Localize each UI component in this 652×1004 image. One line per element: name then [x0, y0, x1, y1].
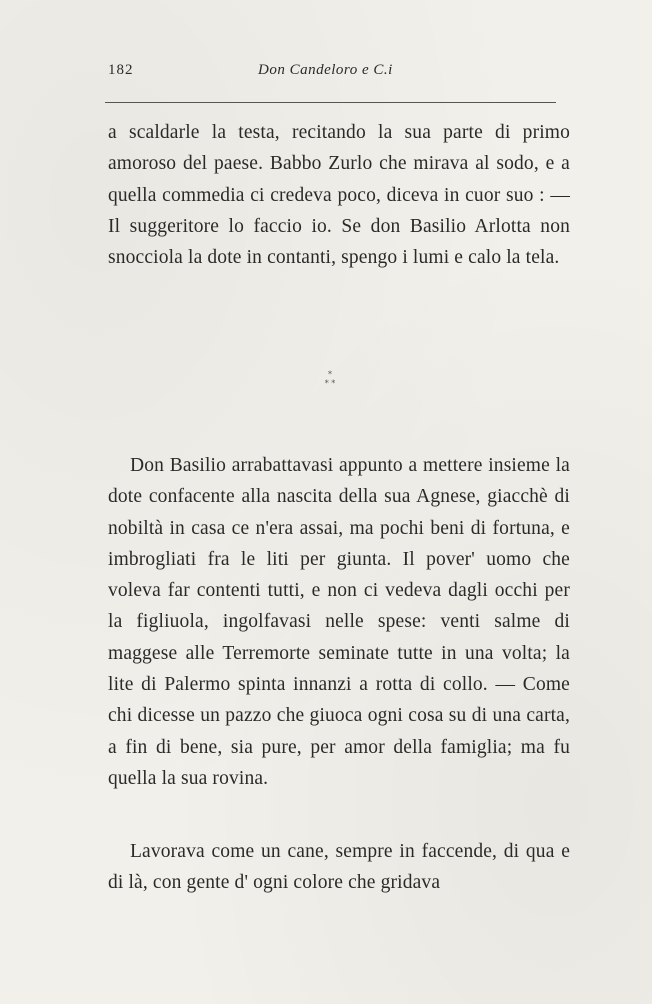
separator-top: *	[328, 370, 332, 379]
paragraph-2: Don Basilio arrabattavasi appunto a mettere insieme la dote confacente alla nascita della sua Agnese, giacchè di nobiltà in casa ce n'era assai, ma pochi beni di fortuna, e imbrogliati fra le liti per giunta. Il pover' uomo che voleva far contenti tutti, e non ci vedeva dagli occhi per la figliuola, ingolfavasi nelle spese: venti salme di maggese alle Terremorte seminate tutte in una volta; la lite di Palermo spinta innanzi a rotta di collo. — Come chi dicesse un pazzo che giuoca ogni cosa su di una carta, a fin di bene, sia pure, per amor della famiglia; ma fu quella la sua rovina.	[108, 455, 570, 789]
page-header	[108, 62, 562, 84]
header-rule	[105, 102, 556, 103]
section-separator	[310, 370, 350, 388]
paragraph-3: Lavorava come un cane, sempre in faccende, di qua e di là, con gente d' ogni colore che gridava	[108, 841, 570, 894]
paragraph-1: a scaldarle la testa, recitando la sua parte di primo amoroso del paese. Babbo Zurlo che mirava al sodo, e a quella commedia ci credeva poco, diceva in cuor suo : — Il suggeritore lo faccio io. Se don Basilio Arlotta non snocciola la dote in contanti, spengo i lumi e calo la tela.	[108, 122, 570, 269]
running-head: Don Candeloro e C.i	[258, 62, 393, 78]
page-number: 182	[108, 62, 134, 78]
separator-bottom: * *	[324, 379, 336, 388]
